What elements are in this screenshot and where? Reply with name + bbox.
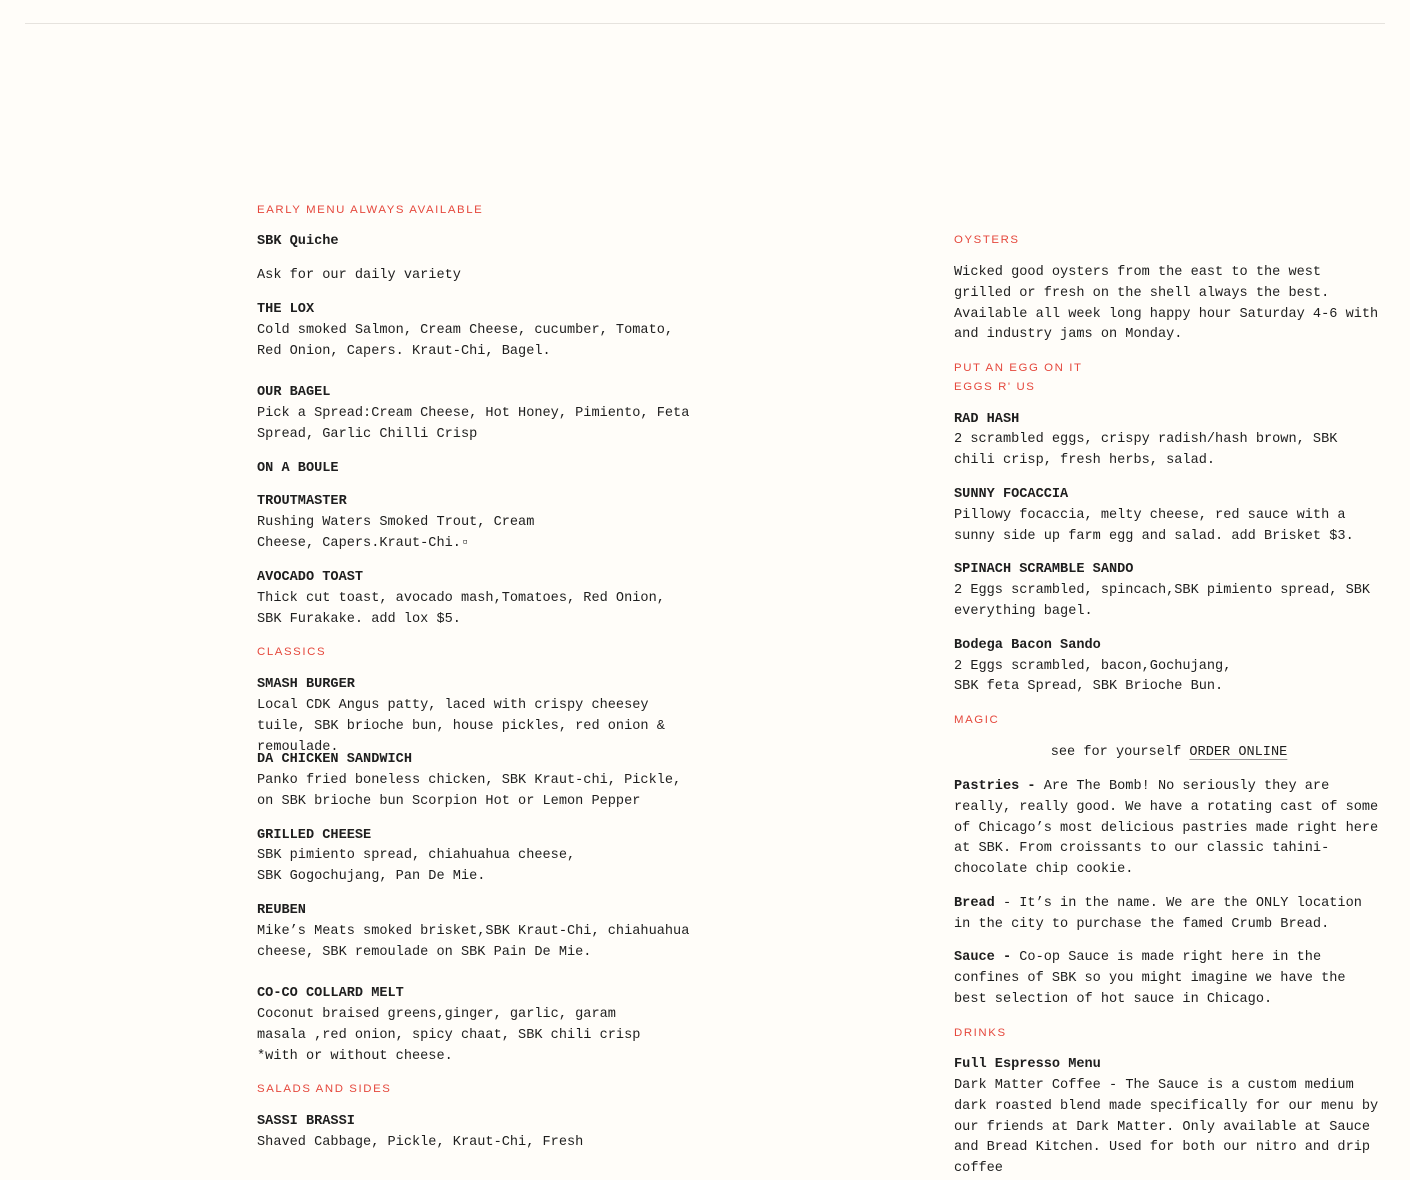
- quiche-desc: Ask for our daily variety: [257, 268, 461, 283]
- sunny-focaccia-title: SUNNY FOCACCIA: [954, 487, 1069, 502]
- sauce-text: Co-op Sauce is made right here in the confines of SBK so you might imagine we have the best selection of hot sauce in Chicago.: [954, 950, 1346, 1007]
- collard-melt-desc: Coconut braised greens,ginger, garlic, garam masala ,red onion, spicy chaat, SBK chili crisp *with or without cheese.: [257, 1007, 641, 1064]
- classics-heading: CLASSICS: [257, 646, 327, 658]
- quiche-title: SBK Quiche: [257, 234, 339, 249]
- magic-heading: MAGIC: [954, 714, 1000, 726]
- order-online-line: [954, 743, 1384, 764]
- egg-on-it-heading: PUT AN EGG ON IT: [954, 362, 1083, 374]
- grilled-cheese-title: GRILLED CHEESE: [257, 828, 372, 843]
- reuben-title: REUBEN: [257, 903, 306, 918]
- collard-melt-title: CO-CO COLLARD MELT: [257, 986, 404, 1001]
- sassi-brassi-desc: Shaved Cabbage, Pickle, Kraut-Chi, Fresh: [257, 1135, 584, 1150]
- drinks-heading: DRINKS: [954, 1027, 1007, 1039]
- bagel-title: OUR BAGEL: [257, 385, 331, 400]
- avocado-toast-title: AVOCADO TOAST: [257, 570, 364, 585]
- salads-sides-heading: SALADS AND SIDES: [257, 1083, 392, 1095]
- oysters-heading: OYSTERS: [954, 234, 1020, 246]
- eggs-r-us-heading: EGGS R' US: [954, 381, 1036, 393]
- lox-desc: Cold smoked Salmon, Cream Cheese, cucumber, Tomato, Red Onion, Capers. Kraut-Chi, Bagel.: [257, 323, 674, 359]
- spinach-scramble-desc: 2 Eggs scrambled, spincach,SBK pimiento spread, SBK everything bagel.: [954, 583, 1371, 619]
- bread-label: Bread: [954, 896, 995, 911]
- chicken-sandwich-title: DA CHICKEN SANDWICH: [257, 752, 412, 767]
- pastries-label: Pastries -: [954, 779, 1036, 794]
- top-divider: [25, 23, 1385, 24]
- bodega-bacon-title: Bodega Bacon Sando: [954, 638, 1101, 653]
- oysters-desc: Wicked good oysters from the east to the west grilled or fresh on the shell always the best. Available all week long happy hour Saturday 4-6 with and industry jams on Monday.: [954, 265, 1379, 343]
- bodega-bacon-desc-line-1: 2 Eggs scrambled, bacon,Gochujang,: [954, 659, 1232, 674]
- rad-hash-title: RAD HASH: [954, 412, 1020, 427]
- sauce-label: Sauce -: [954, 950, 1012, 965]
- smash-burger-desc: Local CDK Angus patty, laced with crispy cheesey tuile, SBK brioche bun, house pickles, red onion & remoulade.: [257, 698, 665, 755]
- bagel-desc: Pick a Spread:Cream Cheese, Hot Honey, Pimiento, Feta Spread, Garlic Chilli Crisp: [257, 406, 690, 442]
- espresso-menu-title: Full Espresso Menu: [954, 1057, 1101, 1072]
- dark-matter-text: The Sauce is a custom medium dark roasted blend made specifically for our menu by our friends at Dark Matter. Only available at Sauce and Bread Kitchen. Used for both our nitro and drip coffee: [954, 1078, 1379, 1177]
- dark-matter-desc: [954, 1076, 1384, 1180]
- smash-burger-title: SMASH BURGER: [257, 677, 355, 692]
- early-menu-heading: EARLY MENU ALWAYS AVAILABLE: [257, 204, 484, 216]
- troutmaster-title: TROUTMASTER: [257, 494, 347, 509]
- dark-matter-label: Dark Matter Coffee -: [954, 1078, 1118, 1093]
- bread-desc: [954, 894, 1384, 936]
- lox-title: THE LOX: [257, 302, 315, 317]
- sassi-brassi-title: SASSI BRASSI: [257, 1114, 355, 1129]
- boule-title: ON A BOULE: [257, 461, 339, 476]
- bread-text: - It’s in the name. We are the ONLY location in the city to purchase the famed Crumb Bread.: [954, 896, 1362, 932]
- chicken-sandwich-desc: Panko fried boneless chicken, SBK Kraut-chi, Pickle, on SBK brioche bun Scorpion Hot or Lemon Pepper: [257, 773, 682, 809]
- troutmaster-desc: Rushing Waters Smoked Trout, Cream Cheese, Capers.Kraut-Chi.▫: [257, 515, 535, 551]
- see-for-yourself-text: see for yourself: [1050, 745, 1190, 760]
- bodega-bacon-desc-line-2: SBK feta Spread, SBK Brioche Bun.: [954, 679, 1224, 694]
- order-online-link[interactable]: ORDER ONLINE: [1189, 745, 1288, 760]
- grilled-cheese-desc: SBK pimiento spread, chiahuahua cheese, SBK Gogochujang, Pan De Mie.: [257, 848, 576, 884]
- pastries-text: Are The Bomb! No seriously they are really, really good. We have a rotating cast of some of Chicago’s most delicious pastries made right here at SBK. From croissants to our classic tahini-chocolate chip cookie.: [954, 779, 1379, 878]
- spinach-scramble-title: SPINACH SCRAMBLE SANDO: [954, 562, 1134, 577]
- avocado-toast-desc: Thick cut toast, avocado mash,Tomatoes, Red Onion, SBK Furakake. add lox $5.: [257, 591, 665, 627]
- rad-hash-desc: 2 scrambled eggs, crispy radish/hash brown, SBK chili crisp, fresh herbs, salad.: [954, 432, 1338, 468]
- sunny-focaccia-desc: Pillowy focaccia, melty cheese, red sauce with a sunny side up farm egg and salad. add Brisket $3.: [954, 508, 1354, 544]
- sauce-desc: [954, 948, 1384, 1010]
- reuben-desc: Mike’s Meats smoked brisket,SBK Kraut-Chi, chiahuahua cheese, SBK remoulade on SBK Pain De Mie.: [257, 924, 690, 960]
- pastries-desc: [954, 777, 1384, 881]
